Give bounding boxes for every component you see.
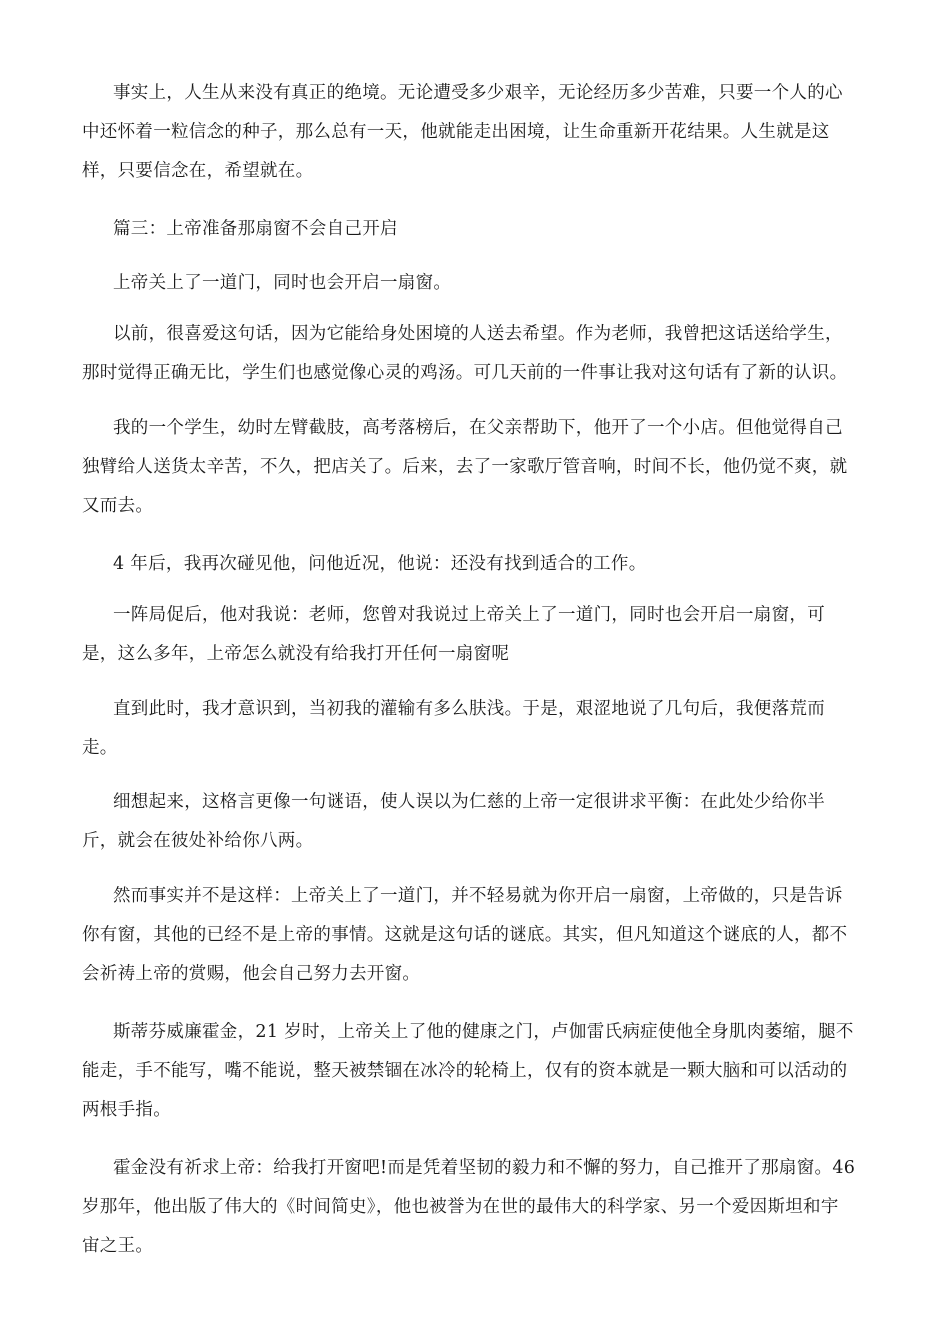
text-line: 我的一个学生，幼时左臂截肢，高考落榜后，在父亲帮助下，他开了一个小店。但他觉得自己 (113, 418, 843, 438)
text-line: 两根手指。 (82, 1100, 171, 1120)
text-line: 是，这么多年，上帝怎么就没有给我打开任何一扇窗呢 (82, 644, 510, 664)
paragraph (82, 409, 873, 526)
text-line: 岁那年，他出版了伟大的《时间简史》，他也被誉为在世的最伟大的科学家、另一个爱因斯坦和宇 (82, 1197, 839, 1217)
text-line: 独臂给人送货太辛苦，不久，把店关了。后来，去了一家歌厅管音响，时间不长，他仍觉不爽，就 (82, 457, 848, 477)
paragraph (82, 1149, 873, 1266)
text-line: 又而去。 (82, 496, 154, 516)
text-line: 能走，手不能写，嘴不能说，整天被禁锢在冰冷的轮椅上，仅有的资本就是一颗大脑和可以活动的 (82, 1061, 848, 1081)
text-line: 斤，就会在彼处补给你八两。 (82, 831, 314, 851)
text-line: 细想起来，这格言更像一句谜语，使人误以为仁慈的上帝一定很讲求平衡：在此处少给你半 (113, 792, 825, 812)
paragraph (82, 783, 873, 861)
text-line: 上帝关上了一道门，同时也会开启一扇窗。 (113, 273, 452, 293)
text-line: 样，只要信念在，希望就在。 (82, 161, 314, 181)
text-line: 会祈祷上帝的赏赐，他会自己努力去开窗。 (82, 964, 421, 984)
text-line: 霍金没有祈求上帝：给我打开窗吧!而是凭着坚韧的毅力和不懈的努力，自己推开了那扇窗。46 (113, 1158, 856, 1178)
paragraph (82, 1013, 873, 1130)
paragraph (82, 74, 873, 191)
text-line: 那时觉得正确无比，学生们也感觉像心灵的鸡汤。可几天前的一件事让我对这句话有了新的认识。 (82, 363, 848, 383)
paragraph (82, 877, 873, 994)
paragraph (82, 690, 873, 768)
paragraph (113, 545, 873, 584)
text-line: 4 年后，我再次碰见他，问他近况，他说：还没有找到适合的工作。 (113, 554, 647, 574)
text-line: 走。 (82, 738, 118, 758)
text-line: 以前，很喜爱这句话，因为它能给身处困境的人送去希望。作为老师，我曾把这话送给学生， (113, 324, 843, 344)
paragraph (113, 264, 873, 303)
text-line: 斯蒂芬威廉霍金，21 岁时，上帝关上了他的健康之门，卢伽雷氏病症使他全身肌肉萎缩，腿不 (113, 1022, 854, 1042)
text-line: 宙之王。 (82, 1236, 154, 1256)
paragraph (82, 596, 873, 674)
text-line: 你有窗，其他的已经不是上帝的事情。这就是这句话的谜底。其实，但凡知道这个谜底的人，都不 (82, 925, 848, 945)
text-line: 直到此时，我才意识到，当初我的灌输有多么肤浅。于是，艰涩地说了几句后，我便落荒而 (113, 699, 825, 719)
text-line: 一阵局促后，他对我说：老师，您曾对我说过上帝关上了一道门，同时也会开启一扇窗，可 (113, 605, 825, 625)
text-line: 中还怀着一粒信念的种子，那么总有一天，他就能走出困境，让生命重新开花结果。人生就是这 (82, 122, 830, 142)
paragraph (82, 315, 873, 393)
text-line: 事实上，人生从来没有真正的绝境。无论遭受多少艰辛，无论经历多少苦难，只要一个人的心 (113, 83, 843, 103)
text-line: 篇三：上帝准备那扇窗不会自己开启 (113, 219, 398, 239)
section-heading (113, 210, 873, 249)
text-line: 然而事实并不是这样：上帝关上了一道门，并不轻易就为你开启一扇窗，上帝做的，只是告诉 (113, 886, 843, 906)
